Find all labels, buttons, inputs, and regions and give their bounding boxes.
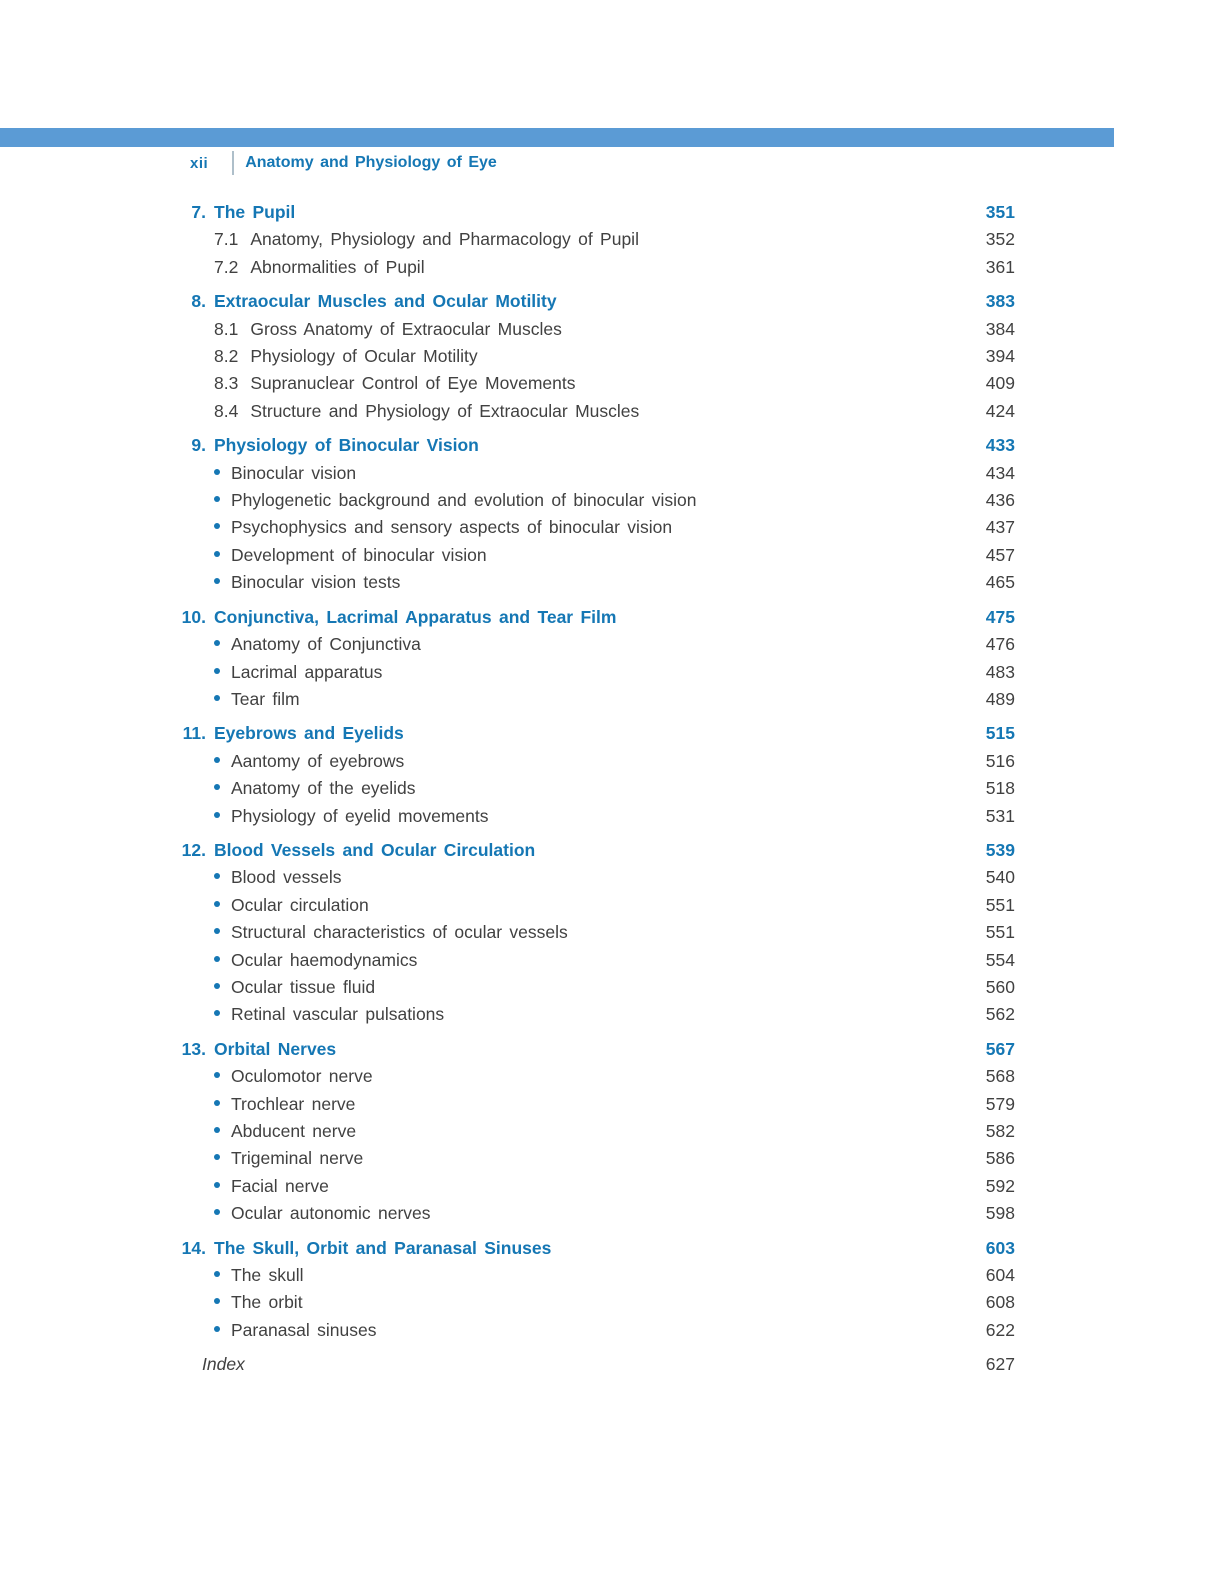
section-page-number: 424 <box>985 400 1015 421</box>
section-title: Ocular haemodynamics <box>231 949 418 970</box>
chapter-page-number: 475 <box>985 606 1015 627</box>
section-page-number: 361 <box>985 256 1015 277</box>
toc-chapter <box>168 837 1015 1029</box>
chapter-heading-row <box>168 1036 1015 1063</box>
section-page-number: 579 <box>985 1093 1015 1114</box>
bullet-icon <box>214 523 220 529</box>
section-page-number: 489 <box>985 688 1015 709</box>
chapter-page-number: 351 <box>985 202 1015 222</box>
chapter-number: 8. <box>191 291 206 312</box>
toc-chapter <box>168 720 1015 830</box>
chapter-page-number: 515 <box>985 723 1015 744</box>
chapter-number: 7. <box>191 202 206 222</box>
chapter-number: 13. <box>181 1038 206 1059</box>
toc-entry-row <box>168 487 1015 514</box>
section-page-number: 582 <box>985 1121 1015 1141</box>
chapter-title: Physiology of Binocular Vision <box>214 435 479 456</box>
chapter-page-number: 603 <box>985 1237 1015 1258</box>
bullet-icon <box>214 1298 220 1304</box>
section-number: 7.2 <box>214 256 239 277</box>
section-title: Physiology of Ocular Motility <box>250 346 478 367</box>
section-page-number: 551 <box>985 922 1015 943</box>
bullet-icon <box>214 496 220 502</box>
bullet-icon <box>214 901 220 907</box>
chapter-page-number: 433 <box>985 435 1015 456</box>
section-title: Anatomy of Conjunctiva <box>231 634 421 655</box>
toc-entry-row <box>168 748 1015 775</box>
bullet-icon <box>214 640 220 646</box>
chapter-number: 11. <box>182 723 206 744</box>
toc-entry-row <box>168 398 1015 425</box>
section-number: 8.4 <box>214 400 239 421</box>
chapter-heading-row <box>168 604 1015 631</box>
section-number: 8.3 <box>214 373 239 394</box>
section-page-number: 562 <box>985 1004 1015 1025</box>
section-number: 8.1 <box>214 318 239 339</box>
bullet-icon <box>214 983 220 989</box>
toc-entry-row <box>168 542 1015 569</box>
bullet-icon <box>214 551 220 557</box>
section-title: Aantomy of eyebrows <box>231 750 405 771</box>
chapter-number: 10. <box>181 606 206 627</box>
section-page-number: 476 <box>985 634 1015 655</box>
chapter-heading-row <box>168 199 1015 226</box>
bullet-icon <box>214 1154 220 1160</box>
section-page-number: 394 <box>985 346 1015 367</box>
section-title: Facial nerve <box>231 1175 329 1196</box>
chapter-heading-row <box>168 1235 1015 1262</box>
table-of-contents <box>168 192 1015 1379</box>
toc-entry-row <box>168 974 1015 1001</box>
toc-entry-row <box>168 864 1015 891</box>
section-page-number: 437 <box>985 517 1015 538</box>
bullet-icon <box>214 1127 220 1133</box>
toc-entry-row <box>168 254 1015 281</box>
toc-entry-row <box>168 1091 1015 1118</box>
header-divider <box>232 151 234 175</box>
bullet-icon <box>214 695 220 701</box>
section-page-number: 551 <box>985 894 1015 915</box>
section-page-number: 434 <box>985 462 1015 483</box>
bullet-icon <box>214 668 220 674</box>
chapter-title: Eyebrows and Eyelids <box>214 723 404 744</box>
toc-entry-row <box>168 919 1015 946</box>
section-page-number: 540 <box>985 867 1015 888</box>
section-number: 7.1 <box>214 229 239 250</box>
chapter-title: The Skull, Orbit and Paranasal Sinuses <box>214 1237 552 1258</box>
section-page-number: 409 <box>985 373 1015 394</box>
section-title: Abnormalities of Pupil <box>250 256 425 277</box>
section-title: Abducent nerve <box>231 1121 357 1141</box>
bullet-icon <box>214 928 220 934</box>
chapter-page-number: 383 <box>985 291 1015 312</box>
chapter-heading-row <box>168 432 1015 459</box>
toc-entry-row <box>168 659 1015 686</box>
chapter-title: Blood Vessels and Ocular Circulation <box>214 839 536 860</box>
toc-entry-row <box>168 514 1015 541</box>
section-page-number: 436 <box>985 490 1015 511</box>
section-page-number: 352 <box>985 229 1015 250</box>
section-title: Development of binocular vision <box>231 544 487 565</box>
running-title: Anatomy and Physiology of Eye <box>245 154 497 171</box>
section-title: Anatomy, Physiology and Pharmacology of Pupil <box>250 229 639 250</box>
section-title: Retinal vascular pulsations <box>231 1004 445 1025</box>
section-title: Supranuclear Control of Eye Movements <box>250 373 576 394</box>
index-entry-row <box>168 1351 1015 1378</box>
section-page-number: 598 <box>985 1203 1015 1224</box>
section-title: Ocular autonomic nerves <box>231 1203 431 1224</box>
bullet-icon <box>214 1326 220 1332</box>
chapter-heading-row <box>168 288 1015 315</box>
toc-entry-row <box>168 803 1015 830</box>
section-title: Binocular vision tests <box>231 572 401 593</box>
section-title: Oculomotor nerve <box>231 1066 373 1087</box>
toc-entry-row <box>168 316 1015 343</box>
section-title: Gross Anatomy of Extraocular Muscles <box>250 318 562 339</box>
toc-entry-row <box>168 686 1015 713</box>
chapter-heading-row <box>168 720 1015 747</box>
section-page-number: 516 <box>985 750 1015 771</box>
section-page-number: 465 <box>985 572 1015 593</box>
section-page-number: 483 <box>985 661 1015 682</box>
section-page-number: 586 <box>985 1148 1015 1169</box>
toc-chapter <box>168 432 1015 596</box>
chapter-number: 9. <box>191 435 206 456</box>
section-page-number: 384 <box>985 318 1015 339</box>
section-page-number: 531 <box>985 805 1015 826</box>
toc-entry-row <box>168 631 1015 658</box>
toc-entry-row <box>168 1063 1015 1090</box>
bullet-icon <box>214 1100 220 1106</box>
bullet-icon <box>214 1209 220 1215</box>
section-page-number: 592 <box>985 1175 1015 1196</box>
toc-entry-row <box>168 569 1015 596</box>
chapter-heading-row <box>168 837 1015 864</box>
bullet-icon <box>214 1072 220 1078</box>
index-page-number: 627 <box>985 1354 1015 1375</box>
section-title: Binocular vision <box>231 462 357 483</box>
section-title: Structural characteristics of ocular vessels <box>231 922 568 943</box>
chapter-page-number: 567 <box>985 1038 1015 1059</box>
chapter-number: 12. <box>181 839 206 860</box>
toc-entry-row <box>168 1001 1015 1028</box>
section-title: Phylogenetic background and evolution of binocular vision <box>231 490 697 511</box>
chapter-title: Conjunctiva, Lacrimal Apparatus and Tear Film <box>214 606 617 627</box>
toc-entry-row <box>168 1289 1015 1316</box>
section-title: Paranasal sinuses <box>231 1319 377 1340</box>
toc-entry-row <box>168 1200 1015 1227</box>
chapter-title: Extraocular Muscles and Ocular Motility <box>214 291 557 312</box>
section-page-number: 518 <box>985 778 1015 799</box>
section-page-number: 604 <box>985 1265 1015 1286</box>
toc-entry-row <box>168 370 1015 397</box>
section-page-number: 457 <box>985 544 1015 565</box>
bullet-icon <box>214 873 220 879</box>
section-title: Tear film <box>231 688 300 709</box>
chapter-number: 14. <box>181 1237 206 1258</box>
section-title: Psychophysics and sensory aspects of binocular vision <box>231 517 673 538</box>
running-head <box>190 150 497 176</box>
bullet-icon <box>214 578 220 584</box>
section-title: Blood vessels <box>231 867 342 888</box>
section-page-number: 568 <box>985 1066 1015 1087</box>
page-folio: xii <box>190 154 209 172</box>
toc-entry-row <box>168 460 1015 487</box>
bullet-icon <box>214 1271 220 1277</box>
toc-entry-row <box>168 1262 1015 1289</box>
index-label: Index <box>202 1354 245 1375</box>
toc-entry-row <box>168 775 1015 802</box>
bullet-icon <box>214 469 220 475</box>
bullet-icon <box>214 1182 220 1188</box>
toc-chapter <box>168 199 1015 281</box>
section-title: Lacrimal apparatus <box>231 661 383 682</box>
toc-chapter <box>168 1235 1015 1345</box>
section-title: Ocular tissue fluid <box>231 976 376 997</box>
section-title: Anatomy of the eyelids <box>231 778 416 799</box>
bullet-icon <box>214 812 220 818</box>
chapter-title: The Pupil <box>214 202 296 222</box>
bullet-icon <box>214 1010 220 1016</box>
toc-chapter <box>168 288 1015 425</box>
section-title: Ocular circulation <box>231 894 369 915</box>
toc-entry-row <box>168 343 1015 370</box>
section-title: The skull <box>231 1265 304 1286</box>
section-title: Structure and Physiology of Extraocular Muscles <box>250 400 640 421</box>
section-title: The orbit <box>231 1292 303 1313</box>
section-page-number: 554 <box>985 949 1015 970</box>
page-header-bar <box>0 128 1114 147</box>
section-page-number: 560 <box>985 976 1015 997</box>
toc-entry-row <box>168 1173 1015 1200</box>
section-title: Trigeminal nerve <box>231 1148 364 1169</box>
bullet-icon <box>214 757 220 763</box>
toc-entry-row <box>168 1118 1015 1145</box>
chapter-title: Orbital Nerves <box>214 1038 337 1059</box>
toc-chapter <box>168 1036 1015 1228</box>
section-page-number: 622 <box>985 1319 1015 1340</box>
section-title: Trochlear nerve <box>231 1093 356 1114</box>
bullet-icon <box>214 784 220 790</box>
toc-chapter <box>168 604 1015 714</box>
section-title: Physiology of eyelid movements <box>231 805 489 826</box>
toc-entry-row <box>168 947 1015 974</box>
section-page-number: 608 <box>985 1292 1015 1313</box>
section-number: 8.2 <box>214 346 239 367</box>
toc-entry-row <box>168 892 1015 919</box>
toc-entry-row <box>168 1317 1015 1344</box>
bullet-icon <box>214 956 220 962</box>
chapter-page-number: 539 <box>985 839 1015 860</box>
toc-entry-row <box>168 226 1015 253</box>
toc-entry-row <box>168 1145 1015 1172</box>
